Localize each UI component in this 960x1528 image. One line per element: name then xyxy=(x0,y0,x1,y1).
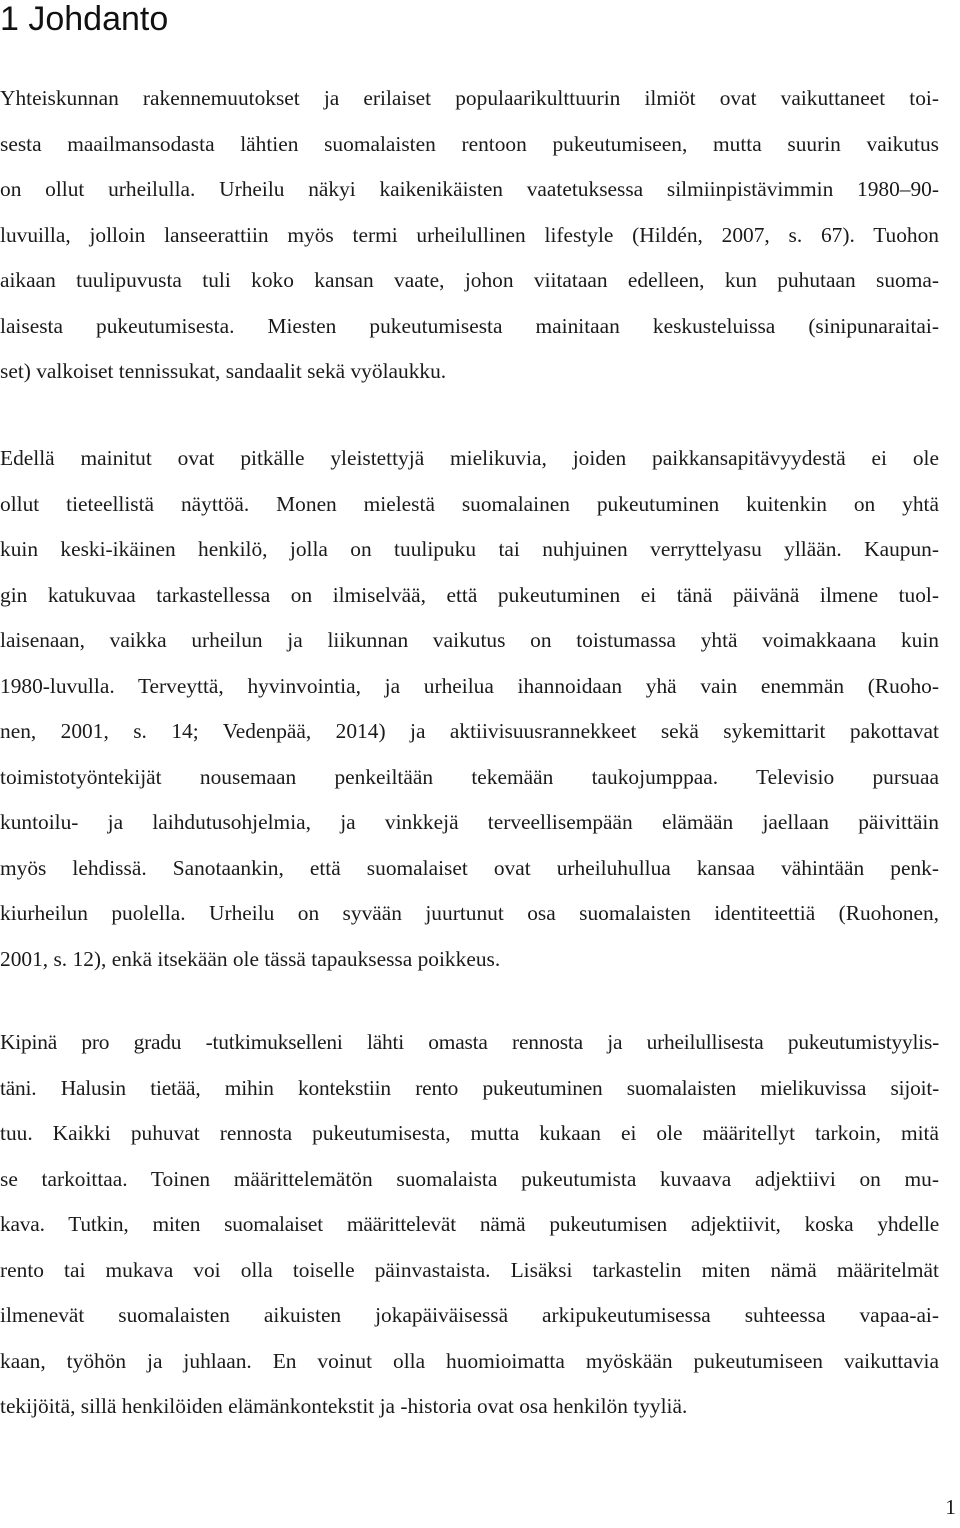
paragraph-line: kiurheilun puolella. Urheilu on syvään juurtunut osa suomalaisten identiteettiä (Ruohonen, xyxy=(0,901,939,925)
paragraph-line: aikaan tuulipuvusta tuli koko kansan vaate, johon viitataan edelleen, kun puhutaan suoma- xyxy=(0,268,939,292)
paragraph-line: kava. Tutkin, miten suomalaiset määrittelevät nämä pukeutumisen adjektiivit, koska yhdelle xyxy=(0,1212,939,1236)
chapter-heading: 1 Johdanto xyxy=(0,0,169,38)
paragraph-2 xyxy=(0,436,939,982)
paragraph-line: kuntoilu- ja laihdutusohjelmia, ja vinkkejä terveellisempään elämään jaellaan päivittäin xyxy=(0,810,939,834)
paragraph-line: täni. Halusin tietää, mihin kontekstiin rento pukeutuminen suomalaisten mielikuvissa sijoit- xyxy=(0,1075,939,1100)
paragraph-line: Edellä mainitut ovat pitkälle yleistettyjä mielikuvia, joiden paikkansapitävyydestä ei ole xyxy=(0,446,939,470)
paragraph-3 xyxy=(0,1020,939,1430)
paragraph-line: sesta maailmansodasta lähtien suomalaisten rentoon pukeutumiseen, mutta suurin vaikutus xyxy=(0,131,939,156)
paragraph-line: laisenaan, vaikka urheilun ja liikunnan vaikutus on toistumassa yhtä voimakkaana kuin xyxy=(0,628,939,652)
paragraph-line: Kipinä pro gradu -tutkimukselleni lähti omasta rennosta ja urheilullisesta pukeutumistyylis- xyxy=(0,1030,939,1054)
paragraph-line: 2001, s. 12), enkä itsekään ole tässä tapauksessa poikkeus. xyxy=(0,946,501,971)
paragraph-line: nen, 2001, s. 14; Vedenpää, 2014) ja aktiivisuusrannekkeet sekä sykemittarit pakottavat xyxy=(0,719,939,743)
paragraph-line: kaan, työhön ja juhlaan. En voinut olla huomioimatta myöskään pukeutumiseen vaikuttavia xyxy=(0,1348,939,1373)
paragraph-line: tuu. Kaikki puhuvat rennosta pukeutumisesta, mutta kukaan ei ole määritellyt tarkoin, mitä xyxy=(0,1121,939,1145)
paragraph-line: gin katukuvaa tarkastellessa on ilmiselvää, että pukeutuminen ei tänä päivänä ilmene tuol- xyxy=(0,582,939,607)
paragraph-line: tekijöitä, sillä henkilöiden elämänkontekstit ja -historia ovat osa henkilön tyyliä. xyxy=(0,1394,688,1418)
paragraph-1 xyxy=(0,76,939,395)
paragraph-line: on ollut urheilulla. Urheilu näkyi kaikenikäisten vaatetuksessa silmiinpistävimmin 1980–90- xyxy=(0,177,939,201)
paragraph-line: se tarkoittaa. Toinen määrittelemätön suomalaista pukeutumista kuvaava adjektiivi on mu- xyxy=(0,1166,939,1191)
page-number: 1 xyxy=(945,1495,956,1519)
paragraph-line: ollut tieteellistä näyttöä. Monen mielestä suomalainen pukeutuminen kuitenkin on yhtä xyxy=(0,491,939,516)
paragraph-line: myös lehdissä. Sanotaankin, että suomalaiset ovat urheiluhullua kansaa vähintään penk- xyxy=(0,855,939,880)
paragraph-line: laisesta pukeutumisesta. Miesten pukeutumisesta mainitaan keskusteluissa (sinipunaraitai- xyxy=(0,313,939,338)
paragraph-line: kuin keski-ikäinen henkilö, jolla on tuulipuku tai nuhjuinen verryttelyasu yllään. Kaupun- xyxy=(0,537,939,561)
paragraph-line: set) valkoiset tennissukat, sandaalit sekä vyölaukku. xyxy=(0,359,447,383)
paragraph-line: Yhteiskunnan rakennemuutokset ja erilaiset populaarikulttuurin ilmiöt ovat vaikuttaneet toi- xyxy=(0,86,939,110)
paragraph-line: rento tai mukava voi olla toiselle päinvastaista. Lisäksi tarkastelin miten nämä määritelmät xyxy=(0,1257,939,1282)
paragraph-line: 1980-luvulla. Terveyttä, hyvinvointia, ja urheilua ihannoidaan yhä vain enemmän (Ruoho- xyxy=(0,673,939,698)
paragraph-line: luvuilla, jolloin lanseerattiin myös termi urheilullinen lifestyle (Hildén, 2007, s. 67). Tuohon xyxy=(0,222,939,247)
paragraph-line: toimistotyöntekijät nousemaan penkeiltään tekemään taukojumppaa. Televisio pursuaa xyxy=(0,764,939,789)
paragraph-line: ilmenevät suomalaisten aikuisten jokapäiväisessä arkipukeutumisessa suhteessa vapaa-ai- xyxy=(0,1303,939,1327)
